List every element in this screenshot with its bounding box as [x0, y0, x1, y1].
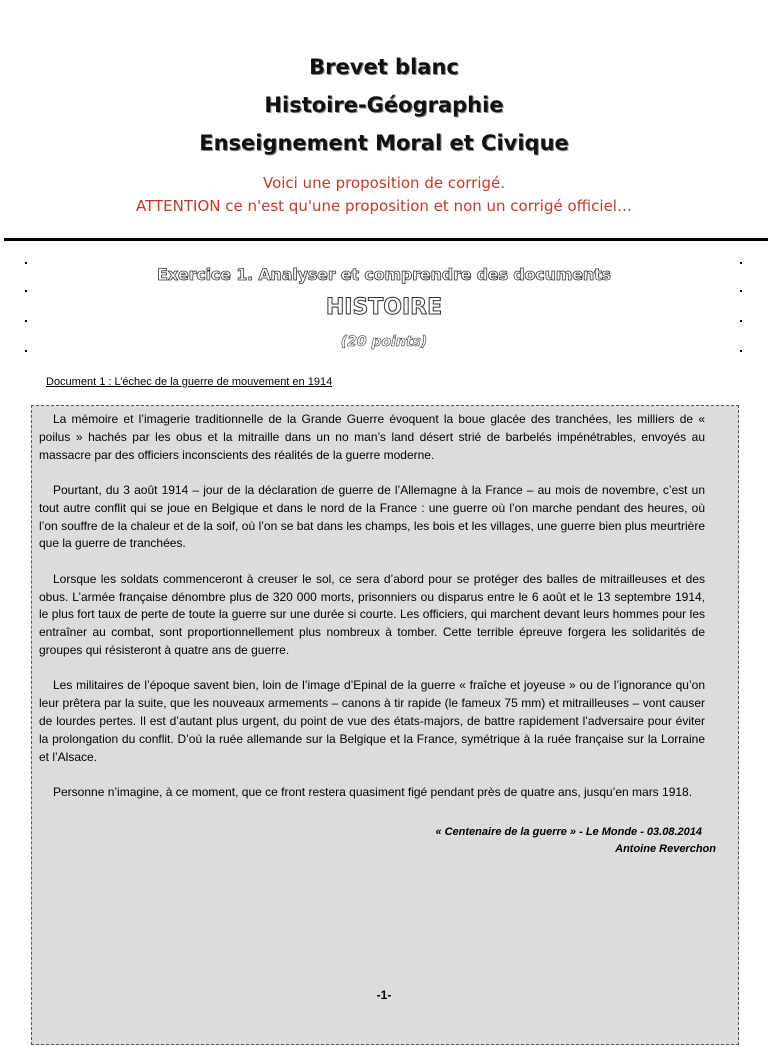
document-source: « Centenaire de la guerre » - Le Monde - 03.08.2014 — [435, 826, 702, 838]
document-author: Antoine Reverchon — [615, 843, 716, 855]
exercise-subject: HISTOIRE — [325, 295, 443, 320]
frame-tick — [25, 320, 27, 322]
frame-tick — [740, 290, 742, 292]
frame-tick — [740, 262, 742, 264]
document-title: Document 1 : L’échec de la guerre de mouvement en 1914 — [46, 376, 333, 388]
exercise-points: (20 points) — [340, 334, 428, 350]
document-text — [39, 411, 705, 802]
attention-notice: ATTENTION ce n'est qu'une proposition et non un corrigé officiel… — [136, 197, 632, 215]
title-emc: Enseignement Moral et Civique — [199, 131, 569, 155]
frame-tick — [25, 350, 27, 352]
title-block — [0, 48, 768, 162]
paragraph: Lorsque les soldats commenceront à creuser le sol, ce sera d’abord pour se protéger des balles de mitrailleuses et des obus. L’armée française dénombre plus de 320 000 morts, prisonniers ou disparus entre le 6 août et le 13 septembre 1914, le plus fort taux de perte de toute la guerre sur une durée si courte. Les officiers, qui marchent devant leurs hommes pour les entraîner au combat, sont proportionnellement plus nombreux à tomber. Cette terrible épreuve forgera les solidarités de groupes qui résisteront à quatre ans de guerre. — [39, 571, 705, 657]
title-brevet: Brevet blanc — [309, 55, 459, 79]
paragraph: La mémoire et l’imagerie traditionnelle de la Grande Guerre évoquent la boue glacée des tranchées, les milliers de « poilus » hachés par les obus et la mitraille dans un no man’s land désert strié de barbelés impénétrables, envoyés au massacre par des officiers inconscients des réalités de la guerre moderne. — [39, 412, 705, 462]
frame-tick — [25, 262, 27, 264]
correction-notice: Voici une proposition de corrigé. — [262, 174, 506, 192]
page-number: -1- — [376, 988, 392, 1002]
exercise-title: Exercice 1. Analyser et comprendre des documents — [157, 265, 611, 284]
header-divider — [4, 238, 768, 241]
paragraph: Pourtant, du 3 août 1914 – jour de la déclaration de guerre de l’Allemagne à la France – au mois de novembre, c’est un tout autre conflit qui se joue en Belgique et dans le nord de la France : une guerre où l’on marche pendant des heures, où l’on souffre de la chaleur et de la soif, où l’on se bat dans les champs, les bois et les villages, une guerre bien plus meurtrière que la guerre de tranchées. — [39, 482, 705, 551]
frame-tick — [740, 350, 742, 352]
frame-tick — [25, 290, 27, 292]
frame-tick — [740, 320, 742, 322]
paragraph: Personne n’imagine, à ce moment, que ce front restera quasiment figé pendant près de quatre ans, jusqu’en mars 1918. — [53, 784, 693, 799]
title-subject: Histoire-Géographie — [264, 93, 504, 117]
paragraph: Les militaires de l’époque savent bien, loin de l’image d’Epinal de la guerre « fraîche et joyeuse » ou de l’ignorance qu’on leur prêtera par la suite, que les nouveaux armements – canons à tir rapide (le fameux 75 mm) et mitrailleuses – vont causer de lourdes pertes. Il est d’autant plus urgent, du point de vue des états-majors, de battre rapidement l’adversaire pour éviter la prolongation du conflit. D’où la ruée allemande sur la Belgique et la France, symétrique à la ruée française sur la Lorraine et l’Alsace. — [39, 678, 705, 764]
